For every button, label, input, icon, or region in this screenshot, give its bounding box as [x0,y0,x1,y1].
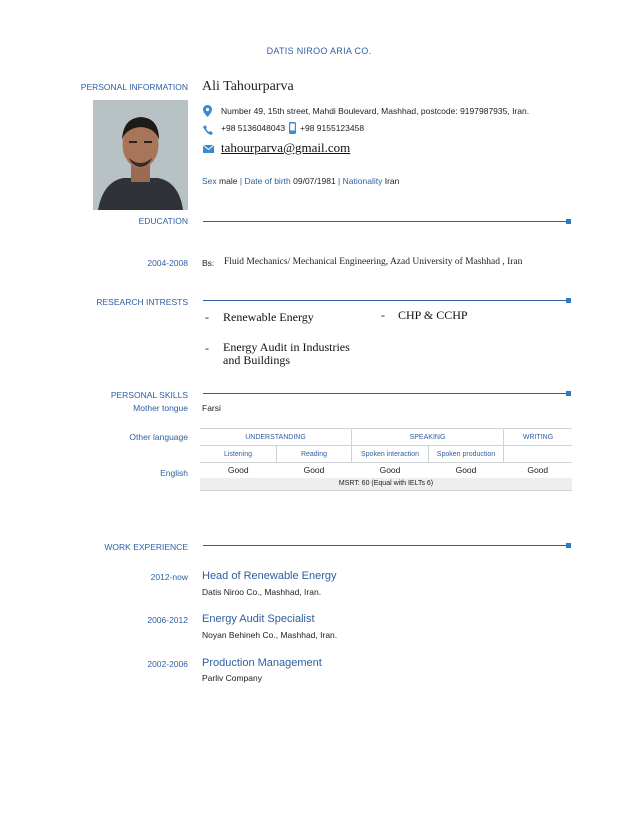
research-bullet: - [205,341,209,355]
separator: | [239,176,243,186]
sex-value: male [219,176,238,186]
dob-label: Date of birth [244,176,291,186]
personal-info-label: PERSONAL INFORMATION [80,82,188,92]
language-skills-table [200,428,572,491]
research-bullet: - [381,308,385,322]
company-name: DATIS NIROO ARIA CO. [266,46,372,56]
mobile-number: +98 9155123458 [300,123,365,133]
spoken-interaction-subheader: Spoken interaction [352,446,429,463]
address-text: Number 49, 15th street, Mahdi Boulevard, Mashhad, postcode: 9197987935, Iran. [221,106,530,116]
research-item: CHP & CCHP [398,308,468,322]
work-experience-label: WORK EXPERIENCE [104,542,188,552]
other-language-label: Other language [129,432,188,442]
speaking-header: SPEAKING [352,429,504,446]
sex-label: Sex [202,176,217,186]
nationality-value: Iran [384,176,400,186]
empty-cell [504,446,573,463]
job-organization: Noyan Behineh Co., Mashhad, Iran. [202,630,338,640]
education-degree: Bs: [202,258,215,268]
research-item: Renewable Energy [223,310,314,324]
research-label: RESEARCH INTRESTS [96,297,188,307]
level-cell: Good [303,465,325,476]
divider-end-marker [566,543,571,548]
separator: | [338,176,341,186]
level-cell: Good [379,465,401,476]
phone-number: +98 5136048043 [221,123,286,133]
section-divider [203,393,567,394]
mother-tongue-label: Mother tongue [133,403,188,413]
spoken-production-subheader: Spoken production [429,446,504,463]
level-cell: Good [455,465,477,476]
section-divider [203,300,567,301]
mobile-icon [289,121,296,139]
understanding-header: UNDERSTANDING [200,429,352,446]
education-description: Fluid Mechanics/ Mechanical Engineering, Azad University of Mashhad , Iran [224,257,523,267]
table-row [200,429,572,446]
divider-end-marker [566,298,571,303]
listening-subheader: Listening [200,446,277,463]
research-item: Energy Audit in Industries and Buildings [223,340,350,367]
education-period: 2004-2008 [147,258,188,268]
person-portrait-icon [93,100,188,210]
job-organization: Parliv Company [202,673,262,683]
job-title: Production Management [202,657,322,669]
language-name: English [160,468,188,478]
job-title: Energy Audit Specialist [202,613,315,625]
location-icon [203,104,212,122]
education-label: EDUCATION [138,216,188,226]
level-cell: Good [527,465,549,476]
section-divider [203,545,567,546]
divider-end-marker [566,219,571,224]
applicant-name: Ali Tahourparva [202,79,294,94]
section-divider [203,221,567,222]
email-icon [203,140,214,158]
job-period: 2012-now [150,572,188,582]
table-row [200,446,572,463]
divider-end-marker [566,391,571,396]
mother-tongue-value: Farsi [202,403,221,413]
dob-value: 09/07/1981 [293,176,336,186]
nationality-label: Nationality [342,176,383,186]
writing-header: WRITING [522,433,554,441]
skills-label: PERSONAL SKILLS [110,390,188,400]
job-organization: Datis Niroo Co., Mashhad, Iran. [202,587,322,597]
personal-details-line [202,176,399,186]
table-row [200,478,572,491]
phone-icon [203,122,213,140]
certificate-cell: MSRT: 60 (Equal with IELTs 6) [338,480,434,488]
job-title: Head of Renewable Energy [202,570,337,582]
table-row [200,463,572,478]
job-period: 2002-2006 [147,659,188,669]
level-cell: Good [227,465,249,476]
email-link[interactable]: tahourparva@gmail.com [221,140,351,155]
job-period: 2006-2012 [147,615,188,625]
reading-subheader: Reading [277,446,352,463]
profile-photo [93,100,188,210]
research-bullet: - [205,310,209,324]
